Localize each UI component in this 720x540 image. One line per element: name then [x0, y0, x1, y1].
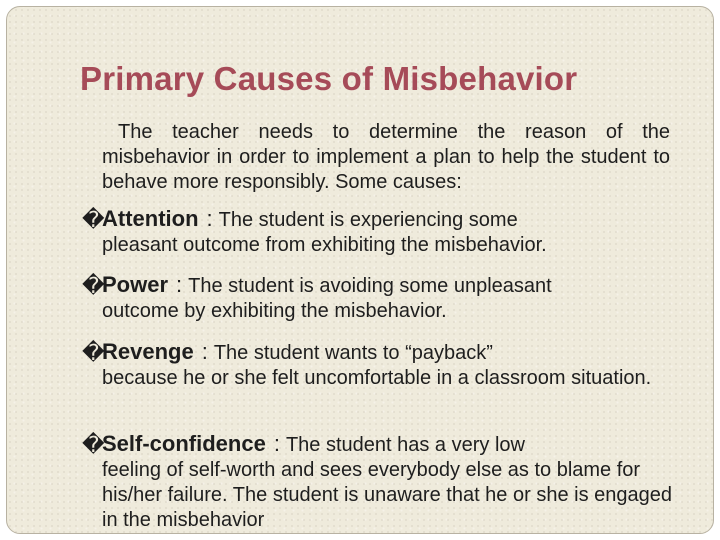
cause-first-line [82, 339, 672, 366]
cause-description-start: The student wants to “payback” [213, 342, 493, 364]
cause-term: Attention [102, 206, 199, 231]
cause-separator: : [206, 206, 213, 231]
cause-separator: : [201, 339, 208, 364]
cause-self-confidence [82, 431, 672, 533]
cause-term: Self-confidence [102, 431, 266, 456]
cause-term: Power [102, 272, 169, 297]
cause-description-rest: because he or she felt uncomfortable in a classroom situation. [102, 367, 652, 389]
cause-description-start: The student is avoiding some unpleasant [188, 275, 552, 297]
cause-separator: : [273, 431, 280, 456]
bullet-glyph: � [82, 273, 105, 298]
bullet-glyph: � [82, 340, 105, 365]
slide-title: Primary Causes of Misbehavior [80, 60, 578, 97]
cause-first-line [82, 206, 672, 233]
intro-paragraph: The teacher needs to determine the reason of the misbehavior in order to implement a plan to help the student to behave more responsibly. Some causes: [102, 121, 670, 193]
cause-attention [82, 206, 672, 258]
cause-description-start: The student has a very low [285, 434, 525, 456]
cause-description-rest: pleasant outcome from exhibiting the misbehavior. [102, 234, 547, 256]
cause-revenge [82, 339, 672, 391]
cause-power [82, 272, 672, 324]
cause-first-line [82, 272, 672, 299]
cause-term: Revenge [102, 339, 194, 364]
cause-description-start: The student is experiencing some [218, 209, 518, 231]
cause-first-line [82, 431, 672, 458]
cause-description-rest: feeling of self-worth and sees everybody else as to blame for his/her failure. The student is unaware that he or she is engaged in the misbehavior [102, 459, 672, 531]
bullet-glyph: � [82, 207, 105, 232]
bullet-glyph: � [82, 432, 105, 457]
cause-description-rest: outcome by exhibiting the misbehavior. [102, 300, 447, 322]
cause-separator: : [176, 272, 183, 297]
